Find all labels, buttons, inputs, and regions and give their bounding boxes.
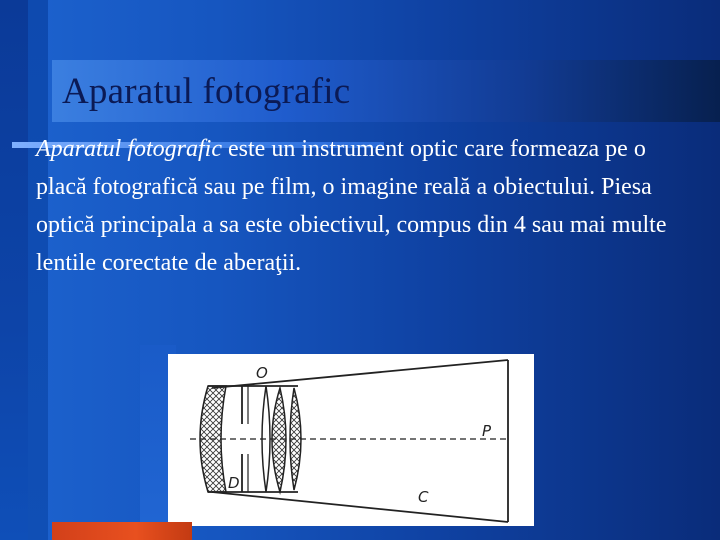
camera-body-bottom (212, 492, 508, 522)
decor-orange-bar (52, 522, 192, 540)
middle-lens-2 (272, 388, 286, 492)
label-c: C (418, 488, 429, 506)
body-text-italic: Aparatul fotografic (36, 136, 222, 162)
slide-title: Aparatul fotografic (62, 71, 351, 112)
body-text (36, 130, 676, 282)
body-text-rest: este un instrument optic care formeaza pe o placă fotografică sau pe film, o imagine reală a obiectului. Piesa optică principala a sa este obiectivul, compus din 4 sau mai multe lentile corectate de aberaţii. (36, 136, 667, 276)
label-o: O (256, 364, 268, 382)
lens-diagram-svg (168, 354, 534, 526)
camera-lens-diagram (168, 354, 534, 526)
label-p: P (482, 422, 492, 440)
label-d: D (228, 474, 240, 492)
